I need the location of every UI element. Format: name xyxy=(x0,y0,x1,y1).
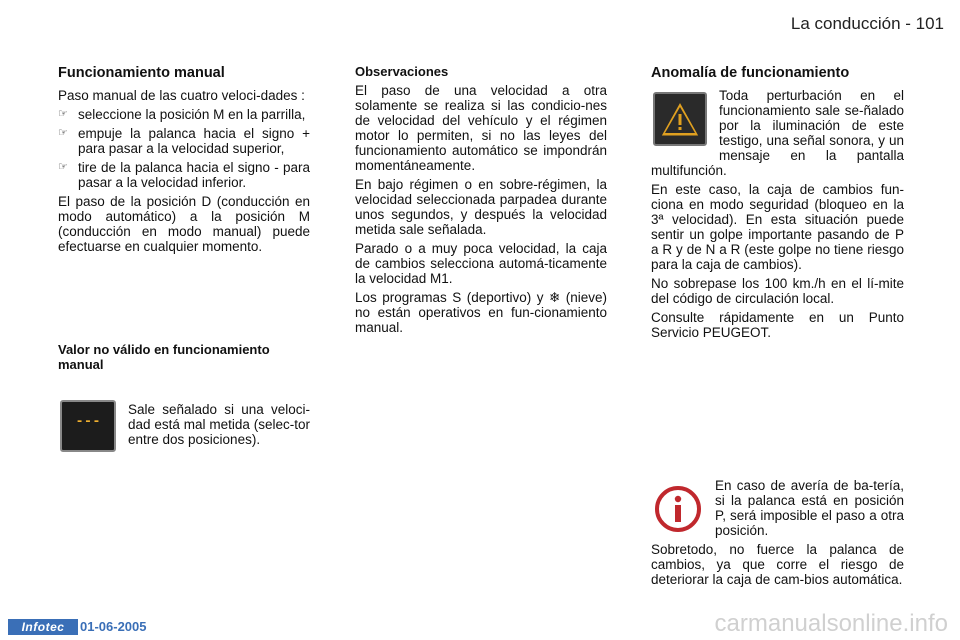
battery-failure-section xyxy=(651,478,904,591)
malfunction-paragraph: No sobrepase los 100 km./h en el lí-mite del código de circulación local. xyxy=(651,276,904,306)
heading-observations: Observaciones xyxy=(355,64,449,79)
list-item: ☞ seleccione la posición M en la parrilla, xyxy=(58,107,306,122)
observation-paragraph: En bajo régimen o en sobre-régimen, la velocidad seleccionada parpadea durante unos segundos, y después la velocidad metida sale señalada. xyxy=(355,177,607,237)
pointing-hand-icon: ☞ xyxy=(58,161,68,173)
intro-text: Paso manual de las cuatro veloci-dades : xyxy=(58,88,305,103)
warning-triangle-icon xyxy=(653,92,707,146)
malfunction-paragraph: Consulte rápidamente en un Punto Servicio PEUGEOT. xyxy=(651,310,904,340)
column-observations xyxy=(355,64,607,339)
column-manual-mode xyxy=(58,64,310,258)
list-item: ☞ empuje la palanca hacia el signo + para pasar a la velocidad superior, xyxy=(58,126,310,156)
list-item: ☞ tire de la palanca hacia el signo - para pasar a la velocidad inferior. xyxy=(58,160,310,190)
pointing-hand-icon: ☞ xyxy=(58,127,68,139)
mode-switch-text: El paso de la posición D (conducción en modo automático) a la posición M (conducción en modo manual) puede efectuarse en cualquier momento. xyxy=(58,194,310,254)
info-paragraph: Sobretodo, no fuerce la palanca de cambios, ya que corre el riesgo de deteriorar la caja de cam-bios automática. xyxy=(651,542,904,587)
watermark: carmanualsonline.info xyxy=(714,610,948,637)
info-text: En caso de avería de ba-tería, si la palanca está en posición P, será imposible el paso a otra posición. xyxy=(715,478,904,538)
infotec-logo: Infotec xyxy=(8,619,78,635)
pointing-hand-icon: ☞ xyxy=(58,108,68,120)
footer-date: 01-06-2005 xyxy=(80,619,147,634)
observation-paragraph: El paso de una velocidad a otra solamente se realiza si las condicio-nes de velocidad del vehículo y el régimen motor lo permiten, si no las leyes del funcionamiento automático se impondrán momentáneamente. xyxy=(355,83,607,173)
column-malfunction xyxy=(651,64,904,344)
malfunction-paragraph: En este caso, la caja de cambios fun-ciona en modo seguridad (bloqueo en la 3ª velocidad). En esta situación puede sentir un golpe importante pasando de P a R y de N a R (este golpe no tiene riesgo para la caja de cambios). xyxy=(651,182,904,272)
display-indicator-icon: --- xyxy=(60,400,116,452)
observation-paragraph: Parado o a muy poca velocidad, la caja de cambios selecciona automá-ticamente la velocidad M1. xyxy=(355,241,607,286)
observation-paragraph: Los programas S (deportivo) y ❄ (nieve) no están operativos en fun-cionamiento manual. xyxy=(355,290,607,335)
invalid-value-section xyxy=(58,342,310,456)
warning-text: Toda perturbación en el funcionamiento sale se-ñalado por la iluminación de este testigo, una señal sonora, y un mensaje en la pantalla multifunción. xyxy=(651,88,904,178)
invalid-value-text: Sale señalado si una veloci-dad está mal metida (selec-tor entre dos posiciones). xyxy=(128,402,310,447)
heading-manual-mode: Funcionamiento manual xyxy=(58,65,225,81)
page-header: La conducción - 101 xyxy=(790,14,944,33)
info-icon xyxy=(653,484,703,534)
heading-invalid-value: Valor no válido en funcionamiento manual xyxy=(58,342,270,372)
heading-malfunction: Anomalía de funcionamiento xyxy=(651,65,850,81)
